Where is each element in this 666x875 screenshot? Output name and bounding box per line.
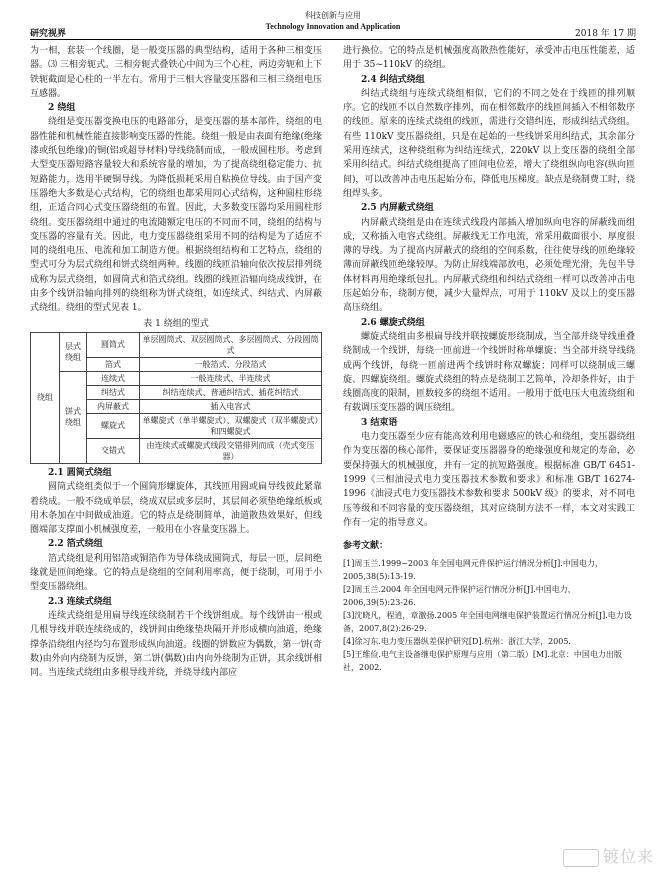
reference-item: [4]徐习东.电力变压器纵差保护研究[D].杭州：浙江大学，2005. bbox=[343, 637, 571, 647]
reference-item: [2]周玉兰.2004 年全国电网元件保护运行情况分析[J].中国电力，2006,39(5):23-26. bbox=[343, 585, 576, 608]
table-desc-cell: 单层圆筒式、双层圆筒式、多层圆筒式、分段圆筒式 bbox=[140, 332, 322, 357]
table-desc-cell: 由连续式或螺旋式线段交错排列而成（壳式变压器） bbox=[140, 438, 322, 463]
paragraph: 箔式绕组是利用铝箔或铜箔作为导体绕成圆筒式，每层一匝，层间绝缘就是匝间绝缘。它的特点是绕组的空间利用率高，便于绕制，可用于小型变压器绕组。 bbox=[30, 553, 322, 593]
journal-header bbox=[0, 10, 666, 32]
subsection-heading: 2.4 纠结式绕组 bbox=[361, 74, 425, 85]
table-type-cell: 圆筒式 bbox=[87, 332, 140, 357]
subsection-heading: 2.2 箔式绕组 bbox=[48, 539, 103, 550]
reference-item: [3]沈晓凡，程逍，章激扬.2005 年全国电网继电保护装置运行情况分析[J].电力设备，2007,8(2):26-29. bbox=[343, 611, 632, 634]
winding-types-table bbox=[30, 332, 322, 464]
table-type-cell: 箔式 bbox=[87, 357, 140, 371]
issue-label: 2018 年 17 期 bbox=[575, 29, 636, 39]
paragraph: 圆筒式绕组类似于一个圆筒形螺旋体，其线匝用圆或扁导线彼此紧靠着绕成。一般不绕成单层，绕成双层或多层时，其层间必须垫绝缘纸板或用木条加在中间做成油道。它的特点是绕制简单，油道散热效果好，但线圈端部支撑面小机械强度差，一般用在小容量变压器上。 bbox=[30, 482, 322, 536]
watermark-logo-icon bbox=[563, 849, 599, 867]
subsection-heading: 2.6 螺旋式绕组 bbox=[361, 317, 425, 328]
table-type-cell: 交错式 bbox=[87, 438, 140, 463]
reference-item: [5]王维俭.电气主设备继电保护原理与应用（第二版）[M].北京：中国电力出版社，2002. bbox=[343, 650, 622, 673]
subsection-heading: 2.5 内屏蔽式绕组 bbox=[361, 203, 434, 214]
header-rule bbox=[30, 39, 636, 40]
table-caption: 表 1 绕组的型式 bbox=[143, 318, 209, 329]
right-column bbox=[343, 44, 635, 674]
references bbox=[343, 540, 635, 674]
section-label: 研究视界 bbox=[30, 29, 67, 39]
paragraph: 绕组是变压器变换电压的电路部分，是变压器的基本部件，绕组的电器性能和机械性能直接影响变压器的性能。绕组一般是由表面有绝缘(绝缘漆或纸包绝缘)的铜(铝或超导材料)导线绕制而成，一般成圆柱形。考虑到大型变压器短路容量较大和系统容量的增加，为了提高绕组稳定能力、抗短路能力，选用半硬铜导线。为降低损耗采用自粘换位导线。由于国产变压器绝大多数是心式结构，它的绕组也都采用同心式结构，这种圆柱形绕组，正适合同心式变压器绕组的布置。因此，大多数变压器均采用圆柱形绕组。变压器绕组中通过的电流随额定电压的不同而不同，绕组的结构与变压器的容量有关。因此，电力变压器绕组采用不同的结构是为了适应不同的绕组电压、电流和加工制造方便。根据绕组结构和工艺特点，绕组的型式可分为层式绕组和饼式绕组两种。线圈的线匝沿轴向依次按层排列绕成称为层式绕组，如圆筒式和箔式绕组。线圈的线匝沿辐向绕成线饼，在由多个线饼沿轴向排列的绕组称为饼式绕组，如连续式、纠结式、内屏蔽式绕组。绕组的型式见表 1。 bbox=[30, 117, 322, 314]
left-column bbox=[30, 44, 322, 680]
table-type-cell: 连续式 bbox=[87, 371, 140, 385]
table-group-disc: 饼式绕组 bbox=[60, 371, 87, 463]
subsection-heading: 2.3 连续式绕组 bbox=[48, 596, 112, 607]
paragraph: 纠结式绕组与连续式绕组相似，它们的不同之处在于线匝的排列顺序。它的线匝不以自然数序排列，而在相邻数序的线匝间插入不相邻数序的线匝。原来的连续式绕组的线匝，需进行交错纠连，形成纠结式绕组。有些 110kV 变压器绕组，只是在起始的一些线饼采用纠结式，其余部分采用连续式，这种绕组称为纠结连续式，220kV 以上变压器的绕组全部采用纠结式。纠结式绕组提高了匝间电位差，增大了绕组纵向电容(纵向匝间)，可以改善冲击电压起始分布，降低电压梯度。缺点是绕制费工时，绕组焊头多。 bbox=[343, 88, 635, 199]
subsection-heading: 2.1 圆筒式绕组 bbox=[48, 467, 112, 478]
table-type-cell: 内屏蔽式 bbox=[87, 399, 140, 413]
watermark bbox=[563, 844, 654, 867]
table-desc-cell: 一般箔式、分段箔式 bbox=[140, 357, 322, 371]
paragraph: 为一相，套装一个线圈，是一般变压器的典型结构，适用于各种三相变压器。⑶ 三相旁轭式。三相旁轭式叠铁心中间为三个心柱，两边旁轭和上下铁轭截面是心柱的一半左右。常用于三相大容量变压器和三相三绕组电压互感器。 bbox=[30, 46, 322, 99]
paragraph: 内屏蔽式绕组是由在连续式线段内部插入增加纵向电容的屏蔽线而组成，又称插入电容式绕组。屏蔽线无工作电流，常采用截面很小、厚度很薄的导线。为了提高内屏蔽式的绕组的空间系数，往往使导线的匝绝缘较薄而屏蔽线匝绝缘较厚。为防止屏线端部放电，必须处理光滑，先包半导体材料再用绝缘纸包扎。内屏蔽式绕组和纠结式绕组一样可以改善冲击电压起始分布，绕制方便，减少大量焊点，可用于 110kV 及以上的变压器高压绕组。 bbox=[343, 217, 635, 314]
table-group-layer: 层式绕组 bbox=[60, 332, 87, 371]
reference-item: [1]周玉兰.1999~2003 年全国电网元件保护运行情况分析[J].中国电力，2005,38(5):13-19. bbox=[343, 559, 603, 582]
section-heading: 2 绕组 bbox=[48, 103, 76, 114]
watermark-text: 镀位来 bbox=[602, 847, 654, 866]
table-desc-cell: 插入电容式 bbox=[140, 399, 322, 413]
journal-title-cn: 科技创新与应用 bbox=[305, 11, 361, 20]
paragraph: 连续式绕组是用扁导线连续绕制若干个线饼组成。每个线饼由一根或几根导线并联连续绕成的，线饼间由绝缘垫块隔开并形成横向油道，绝缘撑条沿绕组内径均匀布置形成纵向油道。线圈的饼数应为偶数，第一饼(奇数)由外向内绕制为反饼，第二饼(偶数)由内向外绕制为正饼，其余线饼相同。当连续式绕组由多根导线并绕，并绕导线内部应 bbox=[30, 610, 322, 679]
paragraph: 进行换位。它的特点是机械强度高散热性能好，承受冲击电压性能差，适用于 35~110kV 的绕组。 bbox=[343, 46, 635, 71]
paragraph: 螺旋式绕组由多根扁导线并联按螺旋形绕制成，当全部并绕导线重叠绕制成一个线饼，每绕一匝前进一个线饼时称单螺旋；当全部并绕导线绕成两个线饼，每绕一匝前进两个线饼时称双螺旋；同样可以绕制成三螺旋、四螺旋绕组。螺旋式绕组的特点是绕制工艺简单，冷却条件好，由于线圈高度的限制，匝数较多的绕组不适用。一般用于低电压大电流绕组和有载调压变压器的调压绕组。 bbox=[343, 331, 635, 414]
paragraph: 电力变压器至少应有能高效利用电磁感应的铁心和绕组，变压器绕组作为变压器的核心部件，要保证变压器器身的绝缘强度和规定的寿命，必要保持强大的机械强度，并有一定的抗短路强度。根据标准 GB/T 6451-1999《三相油浸式电力变压器技术参数和要求》和标准 GB/T 16274-1996《油浸式电力变压器技术参数和要求 500kV 级》的要求，对不同电压等级和不同容量的变压器绕组，其对应绕制方法不一样，本文对实践工作有一定的指导意义。 bbox=[343, 432, 635, 528]
table-desc-cell: 纠结连续式、普通纠结式、插花纠结式 bbox=[140, 385, 322, 399]
references-title: 参考文献： bbox=[343, 541, 389, 552]
table-type-cell: 螺旋式 bbox=[87, 413, 140, 438]
section-heading: 3 结束语 bbox=[361, 417, 398, 428]
table-root-cell: 绕组 bbox=[31, 332, 60, 463]
table-desc-cell: 一般连续式、半连续式 bbox=[140, 371, 322, 385]
table-type-cell: 纠结式 bbox=[87, 385, 140, 399]
table-desc-cell: 单螺旋式（单半螺旋式）、双螺旋式（双半螺旋式）和四螺旋式 bbox=[140, 413, 322, 438]
journal-title-en: Technology Innovation and Application bbox=[265, 22, 401, 31]
